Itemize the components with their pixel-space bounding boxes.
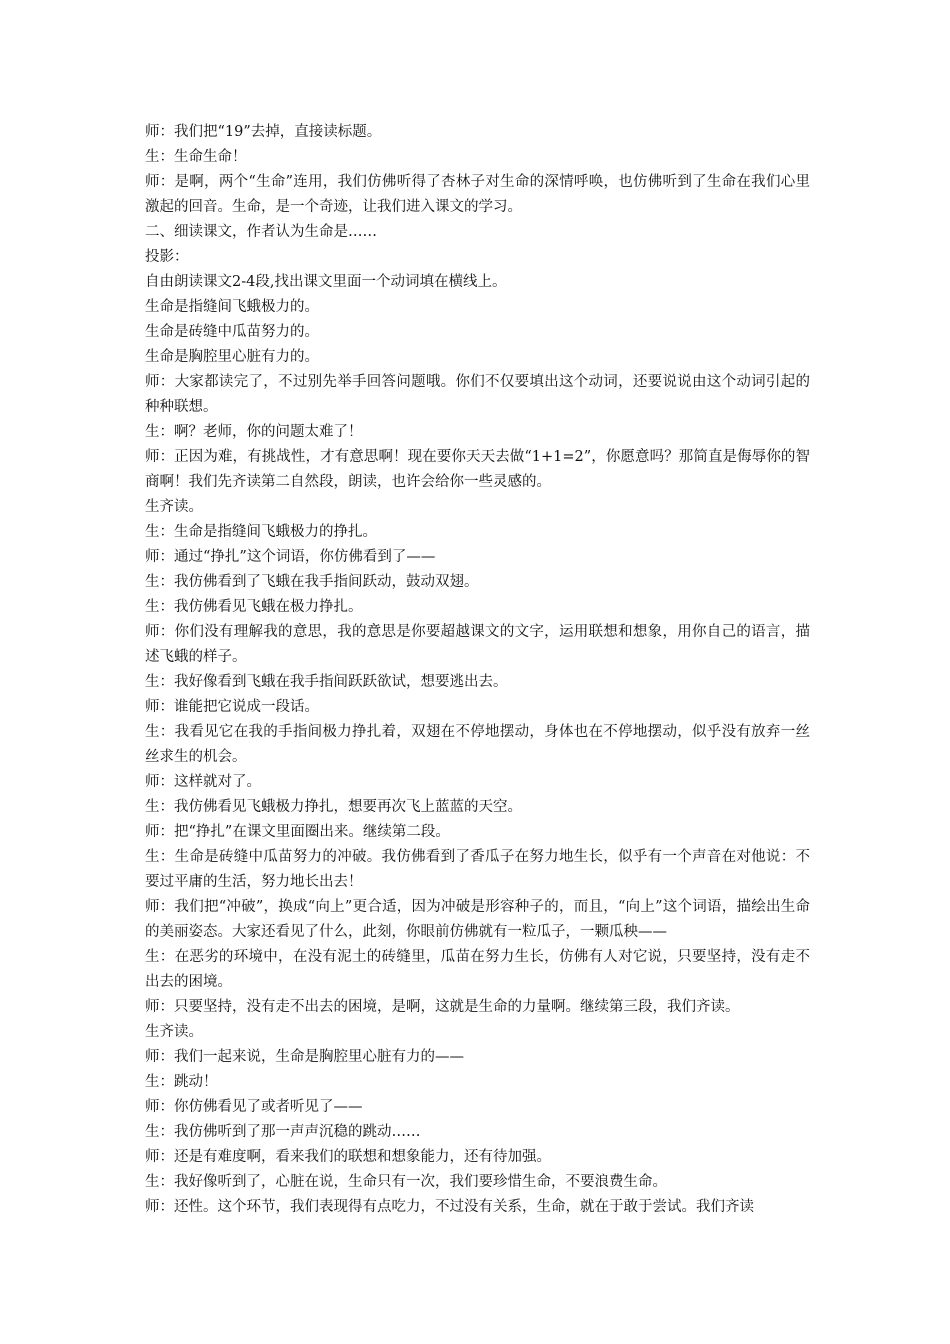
paragraph: 师：谁能把它说成一段话。 bbox=[145, 699, 319, 715]
paragraph: 生：我仿佛看见飞蛾在极力挣扎。 bbox=[145, 599, 363, 615]
paragraph: 生：啊？老师，你的问题太难了！ bbox=[145, 424, 363, 440]
document-body bbox=[145, 120, 810, 1220]
section-heading: 二、细读课文，作者认为生命是…… bbox=[145, 224, 377, 240]
paragraph: 投影： bbox=[145, 249, 189, 265]
paragraph: 生：生命是砖缝中瓜苗努力的冲破。我仿佛看到了香瓜子在努力地生长，似乎有一个声音在对他说：不要过平庸的生活，努力地长出去！ bbox=[145, 849, 810, 890]
paragraph: 师：大家都读完了，不过别先举手回答问题哦。你们不仅要填出这个动词，还要说说由这个动词引起的种种联想。 bbox=[145, 374, 810, 415]
paragraph: 师：你们没有理解我的意思，我的意思是你要超越课文的文字，运用联想和想象，用你自己的语言，描述飞蛾的样子。 bbox=[145, 624, 810, 665]
paragraph: 生齐读。 bbox=[145, 499, 203, 515]
paragraph: 师：这样就对了。 bbox=[145, 774, 261, 790]
paragraph: 生：在恶劣的环境中，在没有泥土的砖缝里，瓜苗在努力生长，仿佛有人对它说，只要坚持，没有走不出去的困境。 bbox=[145, 949, 810, 990]
paragraph: 生：我仿佛看见飞蛾极力挣扎，想要再次飞上蓝蓝的天空。 bbox=[145, 799, 522, 815]
paragraph: 生：我仿佛看到了飞蛾在我手指间跃动，鼓动双翅。 bbox=[145, 574, 479, 590]
paragraph: 生命是指缝间飞蛾极力的。 bbox=[145, 299, 319, 315]
paragraph: 师：还性。这个环节，我们表现得有点吃力，不过没有关系，生命，就在于敢于尝试。我们齐读 bbox=[145, 1199, 754, 1215]
paragraph: 自由朗读课文2-4段,找出课文里面一个动词填在横线上。 bbox=[145, 274, 507, 290]
paragraph: 生：生命生命！ bbox=[145, 149, 247, 165]
paragraph: 生：我仿佛听到了那一声声沉稳的跳动…… bbox=[145, 1124, 421, 1140]
paragraph: 师：把“挣扎”在课文里面圈出来。继续第二段。 bbox=[145, 824, 450, 840]
paragraph: 生：生命是指缝间飞蛾极力的挣扎。 bbox=[145, 524, 377, 540]
paragraph: 师：正因为难，有挑战性，才有意思啊！现在要你天天去做“1+1=2”，你愿意吗？那简直是侮辱你的智商啊！我们先齐读第二自然段，朗读，也许会给你一些灵感的。 bbox=[145, 449, 810, 490]
paragraph: 师：我们把“19”去掉，直接读标题。 bbox=[145, 124, 382, 140]
paragraph: 生：我看见它在我的手指间极力挣扎着，双翅在不停地摆动，身体也在不停地摆动，似乎没有放弃一丝丝求生的机会。 bbox=[145, 724, 810, 765]
paragraph: 生命是胸腔里心脏有力的。 bbox=[145, 349, 319, 365]
paragraph: 师：是啊，两个“生命”连用，我们仿佛听得了杏林子对生命的深情呼唤，也仿佛听到了生命在我们心里激起的回音。生命，是一个奇迹，让我们进入课文的学习。 bbox=[145, 174, 810, 215]
paragraph: 生命是砖缝中瓜苗努力的。 bbox=[145, 324, 319, 340]
paragraph: 生：我好像看到飞蛾在我手指间跃跃欲试，想要逃出去。 bbox=[145, 674, 508, 690]
paragraph: 师：只要坚持，没有走不出去的困境，是啊，这就是生命的力量啊。继续第三段，我们齐读。 bbox=[145, 999, 740, 1015]
paragraph: 师：我们把“冲破”，换成“向上”更合适，因为冲破是形容种子的，而且，“向上”这个词语，描绘出生命的美丽姿态。大家还看见了什么，此刻，你眼前仿佛就有一粒瓜子，一颗瓜秧—— bbox=[145, 899, 810, 940]
paragraph: 师：我们一起来说，生命是胸腔里心脏有力的—— bbox=[145, 1049, 464, 1065]
paragraph: 师：还是有难度啊，看来我们的联想和想象能力，还有待加强。 bbox=[145, 1149, 551, 1165]
paragraph: 师：你仿佛看见了或者听见了—— bbox=[145, 1099, 363, 1115]
paragraph: 生齐读。 bbox=[145, 1024, 203, 1040]
paragraph: 生：跳动！ bbox=[145, 1074, 218, 1090]
paragraph: 师：通过“挣扎”这个词语，你仿佛看到了—— bbox=[145, 549, 436, 565]
paragraph: 生：我好像听到了，心脏在说，生命只有一次，我们要珍惜生命，不要浪费生命。 bbox=[145, 1174, 667, 1190]
